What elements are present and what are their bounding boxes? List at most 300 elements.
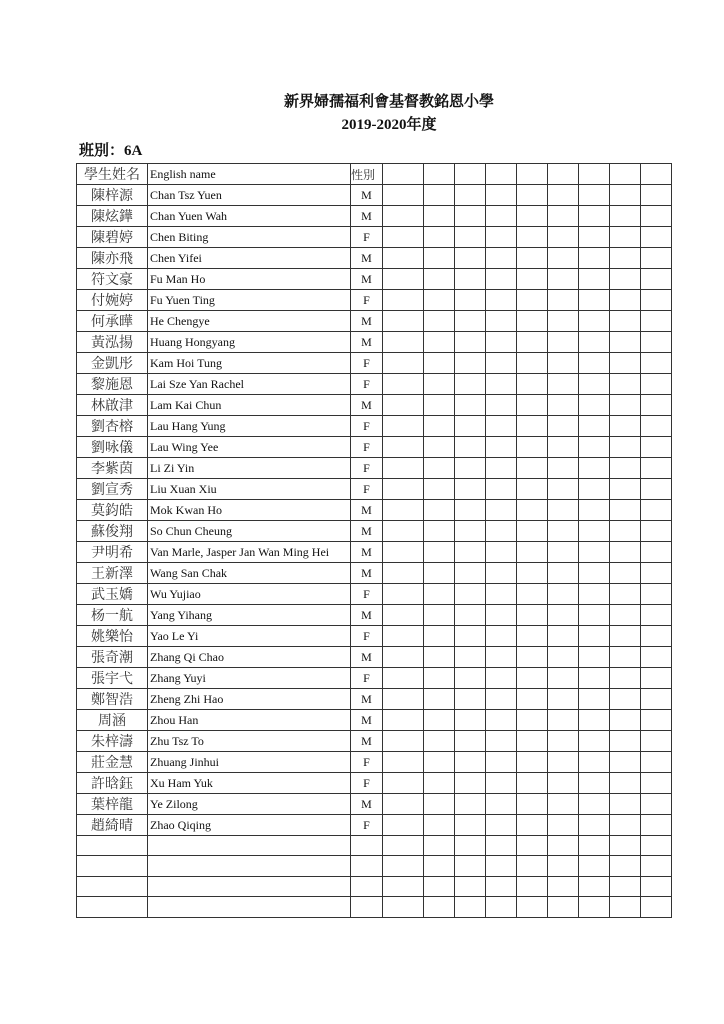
- blank-cell: [486, 248, 517, 269]
- blank-cell: [579, 269, 610, 290]
- blank-cell: [610, 311, 641, 332]
- table-row: [77, 773, 672, 794]
- gender-cell: M: [351, 647, 383, 668]
- english-name-cell: Yao Le Yi: [148, 626, 351, 647]
- blank-cell: [641, 290, 672, 311]
- empty-cell: [77, 897, 148, 917]
- blank-cell: [517, 353, 548, 374]
- english-name-cell: Fu Yuen Ting: [148, 290, 351, 311]
- chinese-name-cell: 劉咏儀: [77, 437, 148, 458]
- blank-cell: [579, 416, 610, 437]
- blank-cell: [383, 794, 424, 815]
- english-name-cell: Lau Wing Yee: [148, 437, 351, 458]
- blank-cell: [517, 731, 548, 752]
- blank-cell: [424, 815, 455, 836]
- blank-cell: [486, 185, 517, 206]
- class-label: 班別：6A: [79, 143, 143, 159]
- english-name-cell: Lam Kai Chun: [148, 395, 351, 416]
- blank-cell: [641, 416, 672, 437]
- english-name-cell: Zhao Qiqing: [148, 815, 351, 836]
- gender-cell: F: [351, 458, 383, 479]
- gender-cell: F: [351, 353, 383, 374]
- blank-cell: [424, 416, 455, 437]
- blank-cell: [455, 773, 486, 794]
- english-name-cell: Fu Man Ho: [148, 269, 351, 290]
- blank-cell: [579, 689, 610, 710]
- blank-cell: [486, 353, 517, 374]
- blank-cell: [455, 542, 486, 563]
- blank-cell: [424, 395, 455, 416]
- blank-cell: [455, 353, 486, 374]
- gender-cell: M: [351, 605, 383, 626]
- gender-cell: F: [351, 626, 383, 647]
- blank-cell: [517, 773, 548, 794]
- blank-cell: [610, 353, 641, 374]
- english-name-cell: Lai Sze Yan Rachel: [148, 374, 351, 395]
- blank-cell: [548, 876, 579, 896]
- blank-cell: [455, 647, 486, 668]
- blank-cell: [486, 876, 517, 896]
- blank-cell: [455, 521, 486, 542]
- chinese-name-cell: 符文豪: [77, 269, 148, 290]
- blank-cell: [548, 773, 579, 794]
- table-row: [77, 479, 672, 500]
- gender-cell: M: [351, 563, 383, 584]
- blank-cell: [424, 794, 455, 815]
- blank-cell: [383, 752, 424, 773]
- gender-cell: F: [351, 668, 383, 689]
- blank-cell: [486, 647, 517, 668]
- table-row: [77, 374, 672, 395]
- gender-cell: F: [351, 584, 383, 605]
- blank-cell: [548, 248, 579, 269]
- blank-cell: [641, 248, 672, 269]
- blank-cell: [455, 164, 486, 185]
- blank-cell: [424, 563, 455, 584]
- english-name-cell: Chen Yifei: [148, 248, 351, 269]
- blank-cell: [383, 332, 424, 353]
- blank-cell: [486, 206, 517, 227]
- blank-cell: [486, 626, 517, 647]
- blank-cell: [548, 416, 579, 437]
- table-row: [77, 668, 672, 689]
- table-row: [77, 353, 672, 374]
- table-row: [77, 311, 672, 332]
- blank-cell: [486, 311, 517, 332]
- blank-cell: [455, 668, 486, 689]
- blank-cell: [610, 626, 641, 647]
- chinese-name-cell: 莊金慧: [77, 752, 148, 773]
- blank-cell: [517, 374, 548, 395]
- blank-cell: [548, 689, 579, 710]
- blank-cell: [455, 856, 486, 876]
- blank-cell: [610, 458, 641, 479]
- blank-cell: [517, 584, 548, 605]
- blank-cell: [548, 521, 579, 542]
- blank-cell: [548, 164, 579, 185]
- blank-cell: [610, 605, 641, 626]
- blank-cell: [383, 248, 424, 269]
- blank-cell: [455, 897, 486, 917]
- table-row: [77, 416, 672, 437]
- blank-cell: [610, 437, 641, 458]
- blank-cell: [383, 269, 424, 290]
- blank-cell: [641, 752, 672, 773]
- blank-cell: [610, 584, 641, 605]
- english-name-cell: Chan Yuen Wah: [148, 206, 351, 227]
- blank-cell: [486, 521, 517, 542]
- blank-cell: [610, 897, 641, 917]
- blank-cell: [517, 794, 548, 815]
- blank-cell: [610, 416, 641, 437]
- gender-cell: M: [351, 206, 383, 227]
- blank-cell: [383, 374, 424, 395]
- blank-cell: [517, 332, 548, 353]
- blank-cell: [579, 773, 610, 794]
- blank-cell: [641, 164, 672, 185]
- blank-cell: [424, 479, 455, 500]
- chinese-name-cell: 劉宣秀: [77, 479, 148, 500]
- chinese-name-cell: 趙綺晴: [77, 815, 148, 836]
- blank-cell: [517, 605, 548, 626]
- blank-cell: [486, 794, 517, 815]
- blank-cell: [486, 332, 517, 353]
- blank-cell: [455, 584, 486, 605]
- blank-cell: [383, 773, 424, 794]
- gender-cell: M: [351, 521, 383, 542]
- blank-cell: [517, 563, 548, 584]
- table-row: [77, 437, 672, 458]
- blank-cell: [486, 815, 517, 836]
- table-row: [77, 584, 672, 605]
- blank-cell: [455, 248, 486, 269]
- blank-cell: [424, 437, 455, 458]
- blank-cell: [579, 626, 610, 647]
- blank-cell: [610, 479, 641, 500]
- blank-cell: [517, 815, 548, 836]
- gender-cell: M: [351, 500, 383, 521]
- blank-cell: [548, 668, 579, 689]
- blank-cell: [424, 856, 455, 876]
- gender-cell: M: [351, 395, 383, 416]
- blank-cell: [517, 227, 548, 248]
- english-name-cell: Zhu Tsz To: [148, 731, 351, 752]
- chinese-name-cell: 黎施恩: [77, 374, 148, 395]
- blank-cell: [517, 185, 548, 206]
- blank-cell: [455, 185, 486, 206]
- blank-cell: [641, 311, 672, 332]
- blank-cell: [455, 332, 486, 353]
- blank-cell: [641, 374, 672, 395]
- blank-cell: [486, 269, 517, 290]
- blank-cell: [424, 876, 455, 896]
- blank-cell: [548, 185, 579, 206]
- blank-cell: [455, 227, 486, 248]
- blank-cell: [486, 731, 517, 752]
- blank-cell: [517, 689, 548, 710]
- blank-cell: [383, 689, 424, 710]
- blank-cell: [579, 752, 610, 773]
- blank-cell: [383, 500, 424, 521]
- blank-cell: [486, 164, 517, 185]
- blank-cell: [610, 710, 641, 731]
- blank-cell: [517, 542, 548, 563]
- blank-cell: [641, 647, 672, 668]
- blank-cell: [486, 668, 517, 689]
- chinese-name-cell: 周涵: [77, 710, 148, 731]
- blank-cell: [424, 710, 455, 731]
- blank-cell: [486, 897, 517, 917]
- blank-cell: [579, 437, 610, 458]
- chinese-name-cell: 付婉婷: [77, 290, 148, 311]
- blank-cell: [455, 311, 486, 332]
- blank-cell: [548, 227, 579, 248]
- table-row: [77, 332, 672, 353]
- blank-cell: [455, 836, 486, 856]
- table-row: [77, 752, 672, 773]
- blank-cell: [548, 290, 579, 311]
- chinese-name-cell: 尹明希: [77, 542, 148, 563]
- blank-cell: [424, 542, 455, 563]
- blank-cell: [579, 164, 610, 185]
- blank-cell: [455, 269, 486, 290]
- blank-cell: [455, 374, 486, 395]
- header-english-name: English name: [148, 164, 351, 185]
- blank-cell: [517, 311, 548, 332]
- blank-cell: [383, 458, 424, 479]
- table-row: [77, 689, 672, 710]
- chinese-name-cell: 杨一航: [77, 605, 148, 626]
- school-year: 2019-2020年度: [341, 117, 437, 133]
- blank-cell: [641, 353, 672, 374]
- blank-cell: [455, 689, 486, 710]
- chinese-name-cell: 劉杏榕: [77, 416, 148, 437]
- chinese-name-cell: 陳炫鏵: [77, 206, 148, 227]
- blank-cell: [641, 584, 672, 605]
- english-name-cell: Liu Xuan Xiu: [148, 479, 351, 500]
- blank-cell: [548, 836, 579, 856]
- blank-cell: [579, 731, 610, 752]
- blank-cell: [610, 521, 641, 542]
- blank-cell: [579, 563, 610, 584]
- blank-cell: [641, 227, 672, 248]
- blank-cell: [610, 876, 641, 896]
- blank-cell: [548, 374, 579, 395]
- blank-cell: [548, 584, 579, 605]
- blank-cell: [517, 458, 548, 479]
- english-name-cell: Zhou Han: [148, 710, 351, 731]
- english-name-cell: Zheng Zhi Hao: [148, 689, 351, 710]
- table-row: [77, 626, 672, 647]
- blank-cell: [548, 332, 579, 353]
- blank-cell: [610, 227, 641, 248]
- blank-cell: [455, 479, 486, 500]
- blank-cell: [548, 731, 579, 752]
- blank-cell: [455, 815, 486, 836]
- blank-cell: [610, 185, 641, 206]
- blank-cell: [424, 206, 455, 227]
- blank-cell: [548, 311, 579, 332]
- english-name-cell: Lau Hang Yung: [148, 416, 351, 437]
- blank-cell: [455, 731, 486, 752]
- blank-cell: [579, 794, 610, 815]
- gender-cell: M: [351, 269, 383, 290]
- empty-row: [77, 897, 672, 917]
- gender-cell: M: [351, 689, 383, 710]
- table-row: [77, 542, 672, 563]
- blank-cell: [641, 521, 672, 542]
- gender-cell: M: [351, 311, 383, 332]
- blank-cell: [455, 458, 486, 479]
- empty-row: [77, 836, 672, 856]
- blank-cell: [517, 752, 548, 773]
- blank-cell: [579, 856, 610, 876]
- blank-cell: [579, 395, 610, 416]
- blank-cell: [548, 647, 579, 668]
- empty-row: [77, 856, 672, 876]
- blank-cell: [383, 647, 424, 668]
- empty-cell: [148, 897, 351, 917]
- blank-cell: [383, 227, 424, 248]
- blank-cell: [641, 542, 672, 563]
- chinese-name-cell: 陳碧婷: [77, 227, 148, 248]
- table-header-row: [77, 164, 672, 185]
- table-row: [77, 521, 672, 542]
- blank-cell: [548, 794, 579, 815]
- blank-cell: [517, 668, 548, 689]
- blank-cell: [610, 332, 641, 353]
- blank-cell: [383, 815, 424, 836]
- blank-cell: [641, 689, 672, 710]
- chinese-name-cell: 葉梓龍: [77, 794, 148, 815]
- blank-cell: [424, 290, 455, 311]
- empty-cell: [351, 836, 383, 856]
- blank-cell: [383, 353, 424, 374]
- chinese-name-cell: 何承曄: [77, 311, 148, 332]
- blank-cell: [455, 752, 486, 773]
- blank-cell: [548, 542, 579, 563]
- blank-cell: [641, 794, 672, 815]
- blank-cell: [641, 332, 672, 353]
- blank-cell: [641, 563, 672, 584]
- blank-cell: [579, 710, 610, 731]
- blank-cell: [579, 311, 610, 332]
- gender-cell: F: [351, 227, 383, 248]
- blank-cell: [548, 752, 579, 773]
- blank-cell: [383, 856, 424, 876]
- blank-cell: [486, 773, 517, 794]
- empty-row: [77, 876, 672, 896]
- chinese-name-cell: 蘇俊翔: [77, 521, 148, 542]
- english-name-cell: Zhuang Jinhui: [148, 752, 351, 773]
- blank-cell: [424, 248, 455, 269]
- table-row: [77, 206, 672, 227]
- blank-cell: [424, 500, 455, 521]
- blank-cell: [383, 876, 424, 896]
- table-row: [77, 500, 672, 521]
- gender-cell: F: [351, 752, 383, 773]
- gender-cell: F: [351, 374, 383, 395]
- chinese-name-cell: 張奇潮: [77, 647, 148, 668]
- blank-cell: [424, 731, 455, 752]
- blank-cell: [641, 836, 672, 856]
- blank-cell: [517, 206, 548, 227]
- table-row: [77, 794, 672, 815]
- blank-cell: [424, 458, 455, 479]
- blank-cell: [641, 269, 672, 290]
- blank-cell: [424, 897, 455, 917]
- blank-cell: [486, 290, 517, 311]
- blank-cell: [517, 647, 548, 668]
- empty-cell: [351, 856, 383, 876]
- blank-cell: [517, 626, 548, 647]
- chinese-name-cell: 黃泓揚: [77, 332, 148, 353]
- blank-cell: [455, 626, 486, 647]
- blank-cell: [424, 311, 455, 332]
- blank-cell: [486, 437, 517, 458]
- blank-cell: [455, 290, 486, 311]
- chinese-name-cell: 林啟津: [77, 395, 148, 416]
- blank-cell: [610, 815, 641, 836]
- blank-cell: [610, 563, 641, 584]
- blank-cell: [610, 269, 641, 290]
- blank-cell: [579, 521, 610, 542]
- blank-cell: [579, 542, 610, 563]
- empty-cell: [77, 836, 148, 856]
- table-row: [77, 269, 672, 290]
- blank-cell: [455, 437, 486, 458]
- table-row: [77, 290, 672, 311]
- blank-cell: [517, 479, 548, 500]
- blank-cell: [383, 897, 424, 917]
- blank-cell: [486, 752, 517, 773]
- blank-cell: [579, 290, 610, 311]
- english-name-cell: Ye Zilong: [148, 794, 351, 815]
- english-name-cell: Kam Hoi Tung: [148, 353, 351, 374]
- blank-cell: [486, 458, 517, 479]
- english-name-cell: He Chengye: [148, 311, 351, 332]
- blank-cell: [424, 668, 455, 689]
- gender-cell: F: [351, 479, 383, 500]
- blank-cell: [486, 416, 517, 437]
- empty-cell: [351, 897, 383, 917]
- blank-cell: [579, 897, 610, 917]
- chinese-name-cell: 莫鈞皓: [77, 500, 148, 521]
- blank-cell: [424, 752, 455, 773]
- blank-cell: [548, 856, 579, 876]
- school-title: 新界婦孺福利會基督教銘恩小學: [283, 94, 494, 110]
- blank-cell: [610, 856, 641, 876]
- blank-cell: [610, 773, 641, 794]
- blank-cell: [610, 206, 641, 227]
- blank-cell: [610, 542, 641, 563]
- blank-cell: [383, 668, 424, 689]
- blank-cell: [517, 710, 548, 731]
- blank-cell: [383, 605, 424, 626]
- student-table: [76, 163, 672, 918]
- blank-cell: [424, 584, 455, 605]
- blank-cell: [548, 815, 579, 836]
- blank-cell: [424, 647, 455, 668]
- blank-cell: [517, 290, 548, 311]
- blank-cell: [424, 164, 455, 185]
- blank-cell: [486, 227, 517, 248]
- blank-cell: [455, 206, 486, 227]
- blank-cell: [641, 773, 672, 794]
- english-name-cell: Huang Hongyang: [148, 332, 351, 353]
- chinese-name-cell: 鄭智浩: [77, 689, 148, 710]
- english-name-cell: Xu Ham Yuk: [148, 773, 351, 794]
